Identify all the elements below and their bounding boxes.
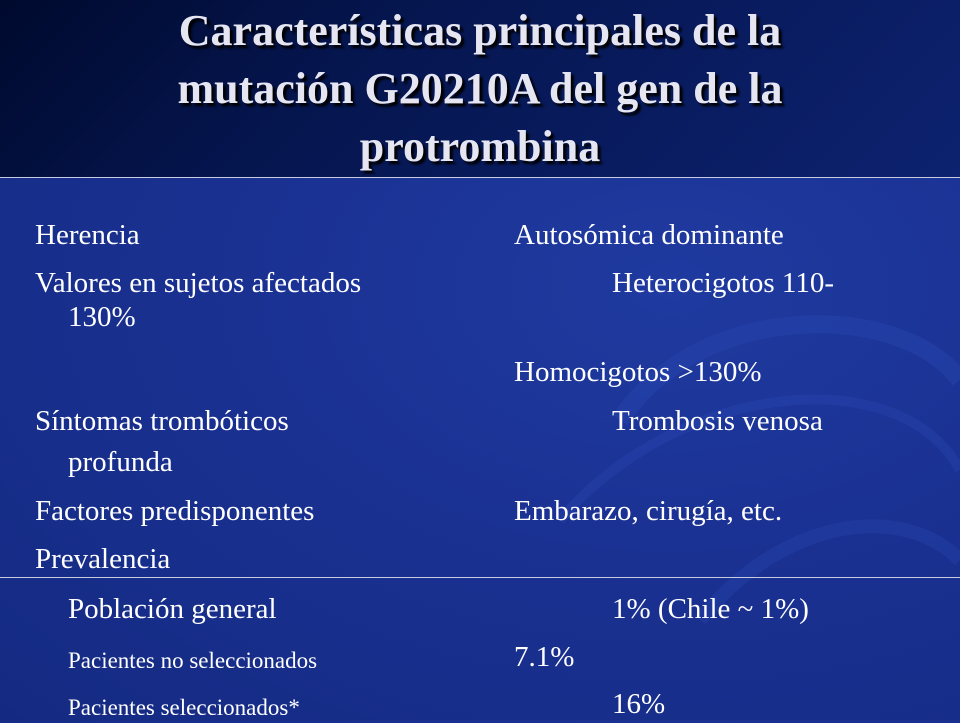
factores-label: Factores predisponentes — [35, 495, 315, 527]
prevalencia-label: Prevalencia — [35, 543, 171, 575]
valores-value-part2: 130% — [68, 301, 136, 333]
herencia-label: Herencia — [35, 219, 140, 251]
seleccionados-value: 16% — [612, 688, 666, 720]
no-seleccionados-label: Pacientes no seleccionados — [68, 648, 318, 673]
valores-label: Valores en sujetos afectados — [35, 267, 362, 299]
poblacion-label: Población general — [68, 593, 277, 625]
homocigotos-value: Homocigotos >130% — [514, 356, 762, 388]
factores-value: Embarazo, cirugía, etc. — [514, 495, 783, 527]
prevalencia-divider — [0, 577, 960, 578]
sintomas-value-part2: profunda — [68, 446, 173, 478]
seleccionados-label: Pacientes seleccionados* — [68, 695, 300, 720]
slide-title — [60, 2, 900, 176]
title-line-3: protrombina — [359, 122, 601, 171]
sintomas-value-part1: Trombosis venosa — [612, 405, 823, 437]
title-divider — [0, 177, 960, 178]
poblacion-value: 1% (Chile ~ 1%) — [612, 593, 809, 625]
title-line-1: Características principales de la — [178, 6, 782, 55]
title-line-2: mutación G20210A del gen de la — [177, 64, 783, 113]
no-seleccionados-value: 7.1% — [514, 641, 575, 673]
sintomas-label: Síntomas trombóticos — [35, 405, 289, 437]
valores-value-part1: Heterocigotos 110- — [612, 267, 835, 299]
herencia-value: Autosómica dominante — [514, 219, 784, 251]
